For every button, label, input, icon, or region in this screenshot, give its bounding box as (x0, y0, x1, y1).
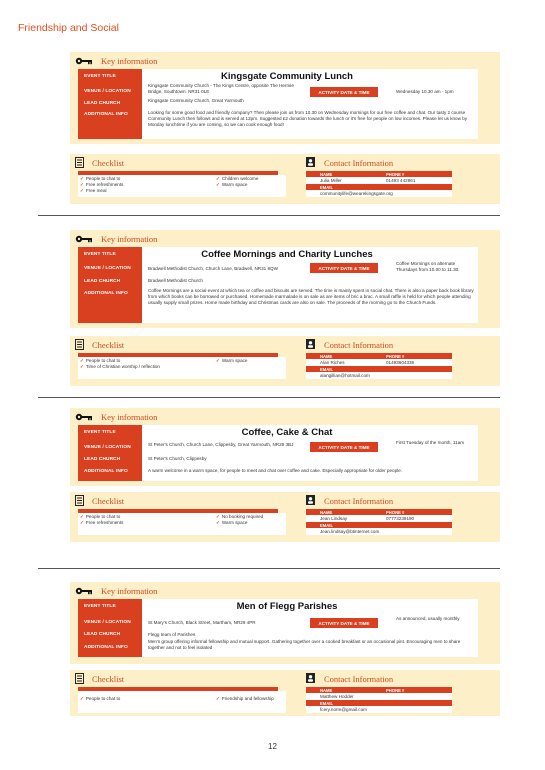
contact-email[interactable]: communitylife@wearekingsgate.org (320, 191, 393, 196)
checklist-item: ✓ People to chat to (80, 176, 121, 181)
name-header: NAME (320, 353, 333, 359)
contact-email[interactable]: Jean.lindsay@btinternet.com (320, 529, 380, 534)
key-icon (75, 57, 93, 65)
phone-header: PHONE # (386, 509, 405, 515)
section-divider (38, 397, 500, 398)
venue-text: Bradwell Methodist Church, Church Lane, Bradwell, NR31 8QW (148, 266, 278, 271)
additional-info-text: Men's group offering informal fellowship and mutual support. Gathering together over a cooked breakfast or an occasional pint. Encouraging men to share together and not to feel isolated (148, 639, 461, 650)
checklist-icon (75, 157, 84, 168)
contact-phone: 07773239190 (386, 516, 415, 521)
email-header: EMAIL (320, 700, 334, 706)
tick-icon: ✓ (216, 176, 220, 181)
checklist-item: ✓ Free refreshments (80, 182, 124, 187)
lead-church-label: LEAD CHURCH (84, 101, 121, 106)
checklist-icon (75, 673, 84, 684)
name-header: NAME (320, 509, 333, 515)
contact-email[interactable]: fcery.norm@gmail.com (320, 707, 367, 712)
checklist-item: ✓ Warm space (216, 358, 248, 363)
contact-phone: 01493 442861 (386, 178, 416, 183)
additional-info-text: Looking for some good food and friendly company? Then please join us from 10.30 on Wednesday mornings for our free coffee and chat. Our tasty 2 course Community Lunch then follows and is served at 12pm. Suggested £2 donation towards the lunch or it's free for people on low incomes. Please let us know by Monday lunchtime if you are coming, so we can cook enough food! (148, 110, 468, 127)
contact-phone: 01493604338 (386, 360, 415, 365)
key-information-box (70, 52, 500, 144)
activity-date-time-text: Coffee Mornings on alternate Thursdays from 10.00 to 11.30. (396, 261, 460, 272)
checklist-item: ✓ Children welcome (216, 176, 259, 181)
checklist-icon (75, 339, 84, 350)
lead-church-text: Bradwell Methodist Church (148, 278, 203, 283)
event-title-label: EVENT TITLE (84, 604, 116, 609)
lead-church-text: Kingsgate Community Church, Great Yarmouth (148, 98, 244, 103)
additional-info-text: Coffee Mornings are a social event at which tea or coffee and biscuits are served. The time is mainly spent in social chat. There is also a paper back book library from which books can be borrowed or purchased. Homemade marmalade is on sale as are items of bric a brac. A small raffle is held for which people attending usually supply small prizes. Home made birthday and Christmas cards are also on sale. The proceeds of the morning go to the Church Funds. (148, 288, 474, 305)
contact-information-title: Contact Information (324, 496, 394, 506)
tick-icon: ✓ (216, 182, 220, 187)
checklist-item: ✓ Free refreshments (80, 520, 124, 525)
checklist-title: Checklist (92, 674, 125, 684)
checklist-contact-box (70, 492, 500, 542)
checklist-title: Checklist (92, 496, 125, 506)
checklist-contact-box (70, 336, 500, 386)
contact-name: Jean Lindsay (320, 516, 348, 521)
checklist (78, 513, 286, 535)
contact-information-title: Contact Information (324, 158, 394, 168)
checklist-item: ✓ No booking required (216, 514, 264, 519)
tick-icon: ✓ (216, 520, 220, 525)
page-header: Friendship and Social (18, 22, 119, 34)
checklist-item: ✓ Warm space (216, 520, 248, 525)
key-information-box (70, 408, 500, 486)
checklist-contact-box (70, 154, 500, 204)
phone-header: PHONE # (386, 687, 405, 693)
section-divider (38, 568, 500, 569)
checklist-item: ✓ People to chat to (80, 358, 121, 363)
checklist-item: ✓ People to chat to (80, 696, 121, 701)
key-information-title: Key information (101, 56, 158, 66)
activity-date-time-text: Wednesday 10.30 am - 1pm (396, 89, 454, 94)
section-divider (38, 215, 500, 216)
contact-icon (306, 495, 315, 505)
checklist-item: ✓ Warm space (216, 182, 248, 187)
tick-icon: ✓ (80, 358, 84, 363)
venue-text: Kingsgate Community Church - The Kings Centre, opposite The Hermie Bridge, Southtown. NR31 0LE (148, 83, 294, 94)
lead-church-label: LEAD CHURCH (84, 457, 121, 462)
checklist (78, 357, 286, 379)
event-title-label: EVENT TITLE (84, 252, 116, 257)
contact-email[interactable]: alangillian@hotmail.com (320, 373, 370, 378)
contact-name: Matthew Hodder (320, 694, 354, 699)
event-title: Coffee, Cake & Chat (241, 427, 333, 438)
venue-label: VENUE / LOCATION (84, 445, 131, 450)
email-header: EMAIL (320, 366, 334, 372)
additional-info-label: ADDITIONAL INFO (84, 112, 128, 117)
event-title: Kingsgate Community Lunch (221, 71, 353, 82)
name-header: NAME (320, 171, 333, 177)
activity-date-time-badge: ACTIVITY DATE & TIME (310, 263, 378, 273)
venue-text: St Mary's Church, Black Street, Martham, NR29 4PR (148, 620, 256, 625)
additional-info-text: A warm welcome in a warm space, for people to meet and chat over coffee and cake. Especially appropriate for older people. (148, 468, 402, 473)
lead-church-label: LEAD CHURCH (84, 632, 121, 637)
additional-info-label: ADDITIONAL INFO (84, 645, 128, 650)
lead-church-text: St Peter's Church, Clippesby (148, 456, 207, 461)
lead-church-label: LEAD CHURCH (84, 279, 121, 284)
tick-icon: ✓ (80, 182, 84, 187)
key-icon (75, 587, 93, 595)
activity-date-time-badge: ACTIVITY DATE & TIME (310, 87, 378, 97)
name-header: NAME (320, 687, 333, 693)
lead-church-text: Flegg team of Parishes (148, 632, 196, 637)
checklist-title: Checklist (92, 340, 125, 350)
page-number: 12 (268, 742, 277, 751)
additional-info-label: ADDITIONAL INFO (84, 469, 128, 474)
email-header: EMAIL (320, 522, 334, 528)
activity-date-time-text: As announced, usually monthly (396, 616, 460, 621)
key-information-title: Key information (101, 586, 158, 596)
key-information-box (70, 230, 500, 328)
event-title-label: EVENT TITLE (84, 74, 116, 79)
key-information-title: Key information (101, 412, 158, 422)
event-title-label: EVENT TITLE (84, 430, 116, 435)
contact-information-title: Contact Information (324, 340, 394, 350)
checklist-title: Checklist (92, 158, 125, 168)
checklist (78, 691, 286, 713)
venue-label: VENUE / LOCATION (84, 266, 131, 271)
activity-date-time-text: First Tuesday of the month, 11am (396, 440, 465, 445)
contact-icon (306, 673, 315, 683)
venue-label: VENUE / LOCATION (84, 89, 131, 94)
key-information-box (70, 582, 500, 664)
tick-icon: ✓ (216, 696, 220, 701)
key-icon (75, 235, 93, 243)
venue-text: St Peter's Church, Church Lane, Clippesby, Great Yarmouth, NR29 3BJ (148, 442, 294, 447)
tick-icon: ✓ (216, 514, 220, 519)
activity-date-time-badge: ACTIVITY DATE & TIME (310, 442, 378, 452)
checklist-item: ✓ Time of Christian worship / reflection (80, 364, 160, 369)
tick-icon: ✓ (80, 364, 84, 369)
tick-icon: ✓ (80, 514, 84, 519)
checklist (78, 175, 286, 197)
phone-header: PHONE # (386, 353, 405, 359)
event-title: Coffee Mornings and Charity Lunches (201, 249, 373, 260)
checklist-item: ✓ People to chat to (80, 514, 121, 519)
tick-icon: ✓ (216, 358, 220, 363)
checklist-icon (75, 495, 84, 506)
tick-icon: ✓ (80, 176, 84, 181)
email-header: EMAIL (320, 184, 334, 190)
venue-label: VENUE / LOCATION (84, 620, 131, 625)
tick-icon: ✓ (80, 696, 84, 701)
additional-info-label: ADDITIONAL INFO (84, 291, 128, 296)
checklist-contact-box (70, 670, 500, 716)
contact-name: Julia Miller (320, 178, 342, 183)
contact-information-title: Contact Information (324, 674, 394, 684)
tick-icon: ✓ (80, 188, 84, 193)
activity-date-time-badge: ACTIVITY DATE & TIME (310, 618, 378, 628)
key-icon (75, 413, 93, 421)
contact-name: Alan Riches (320, 360, 345, 365)
checklist-item: ✓ Free meal (80, 188, 107, 193)
contact-icon (306, 339, 315, 349)
event-title: Men of Flegg Parishes (236, 601, 338, 612)
phone-header: PHONE # (386, 171, 405, 177)
key-information-title: Key information (101, 234, 158, 244)
contact-icon (306, 157, 315, 167)
tick-icon: ✓ (80, 520, 84, 525)
checklist-item: ✓ Friendship and fellowship (216, 696, 274, 701)
